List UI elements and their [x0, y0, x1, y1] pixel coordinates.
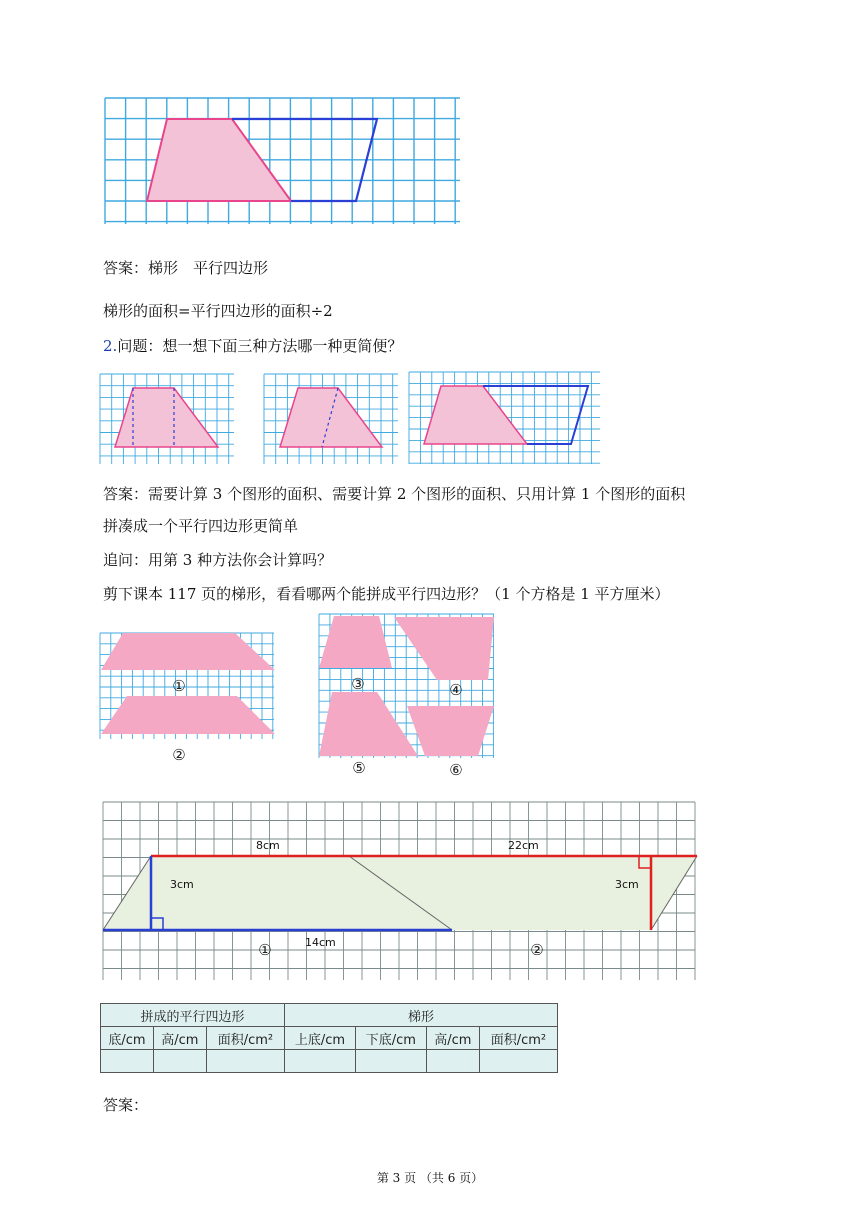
- table-empty-cell[interactable]: [101, 1050, 154, 1073]
- trapezoid-1: [101, 633, 275, 670]
- answer-3: 答案：: [103, 1096, 149, 1114]
- question-2-number: 2.: [103, 337, 118, 355]
- table-header-cell: 上底/cm: [284, 1027, 355, 1050]
- table-header-cell: 底/cm: [101, 1027, 154, 1050]
- trapezoid-label-1: ①: [172, 677, 186, 695]
- table-empty-cell[interactable]: [153, 1050, 206, 1073]
- result-table: [100, 1003, 558, 1073]
- table-empty-cell[interactable]: [426, 1050, 479, 1073]
- question-2-text: 问题：想一想下面三种方法哪一种更简便？: [117, 337, 403, 355]
- follow-up-question: 追问：用第 3 种方法你会计算吗？: [103, 551, 333, 569]
- table-header-cell: 下底/cm: [355, 1027, 426, 1050]
- trapezoid-label-2: ②: [172, 746, 186, 764]
- answer-1: 答案：梯形 平行四边形: [103, 259, 269, 277]
- trapezoid-label-3: ③: [351, 675, 365, 693]
- table-header-cell: 高/cm: [426, 1027, 479, 1050]
- label-8cm: 8cm: [256, 839, 280, 852]
- method2-trapezoid: [280, 388, 382, 447]
- table-header-cell: 面积/cm²: [479, 1027, 557, 1050]
- instruction: 剪下课本 117 页的梯形，看看哪两个能拼成平行四边形？（1 个方格是 1 平方厘米）: [103, 585, 670, 603]
- trapezoid-4: [394, 617, 494, 680]
- label-14cm: 14cm: [305, 936, 336, 949]
- table-empty-cell[interactable]: [479, 1050, 557, 1073]
- table-header-cell: 高/cm: [153, 1027, 206, 1050]
- answer-2-line-2: 拼凑成一个平行四边形更简单: [103, 517, 299, 535]
- big-mark-1: ①: [258, 941, 272, 959]
- label-3cm-right: 3cm: [615, 878, 639, 891]
- table-group-trapezoid: 梯形: [284, 1004, 557, 1027]
- table-group-parallelogram: 拼成的平行四边形: [101, 1004, 285, 1027]
- label-3cm-left: 3cm: [170, 878, 194, 891]
- trapezoid-6: [407, 706, 494, 756]
- trapezoid-2: [101, 696, 275, 734]
- trapezoid-label-6: ⑥: [449, 761, 463, 779]
- table-empty-cell[interactable]: [355, 1050, 426, 1073]
- answer-2-line-1: 答案：需要计算 3 个图形的面积、需要计算 2 个图形的面积、只用计算 1 个图形的面积: [103, 485, 686, 503]
- table-header-cell: 面积/cm²: [206, 1027, 284, 1050]
- method1-trapezoid: [115, 388, 218, 447]
- label-22cm: 22cm: [508, 839, 539, 852]
- area-formula: 梯形的面积=平行四边形的面积÷2: [103, 302, 333, 320]
- question-2: [103, 336, 402, 356]
- trapezoid-label-4: ④: [449, 681, 463, 699]
- table-empty-cell[interactable]: [206, 1050, 284, 1073]
- page-footer: 第 3 页 （共 6 页）: [376, 1171, 484, 1185]
- big-mark-2: ②: [530, 941, 544, 959]
- trapezoid-label-5: ⑤: [352, 759, 366, 777]
- table-empty-cell[interactable]: [284, 1050, 355, 1073]
